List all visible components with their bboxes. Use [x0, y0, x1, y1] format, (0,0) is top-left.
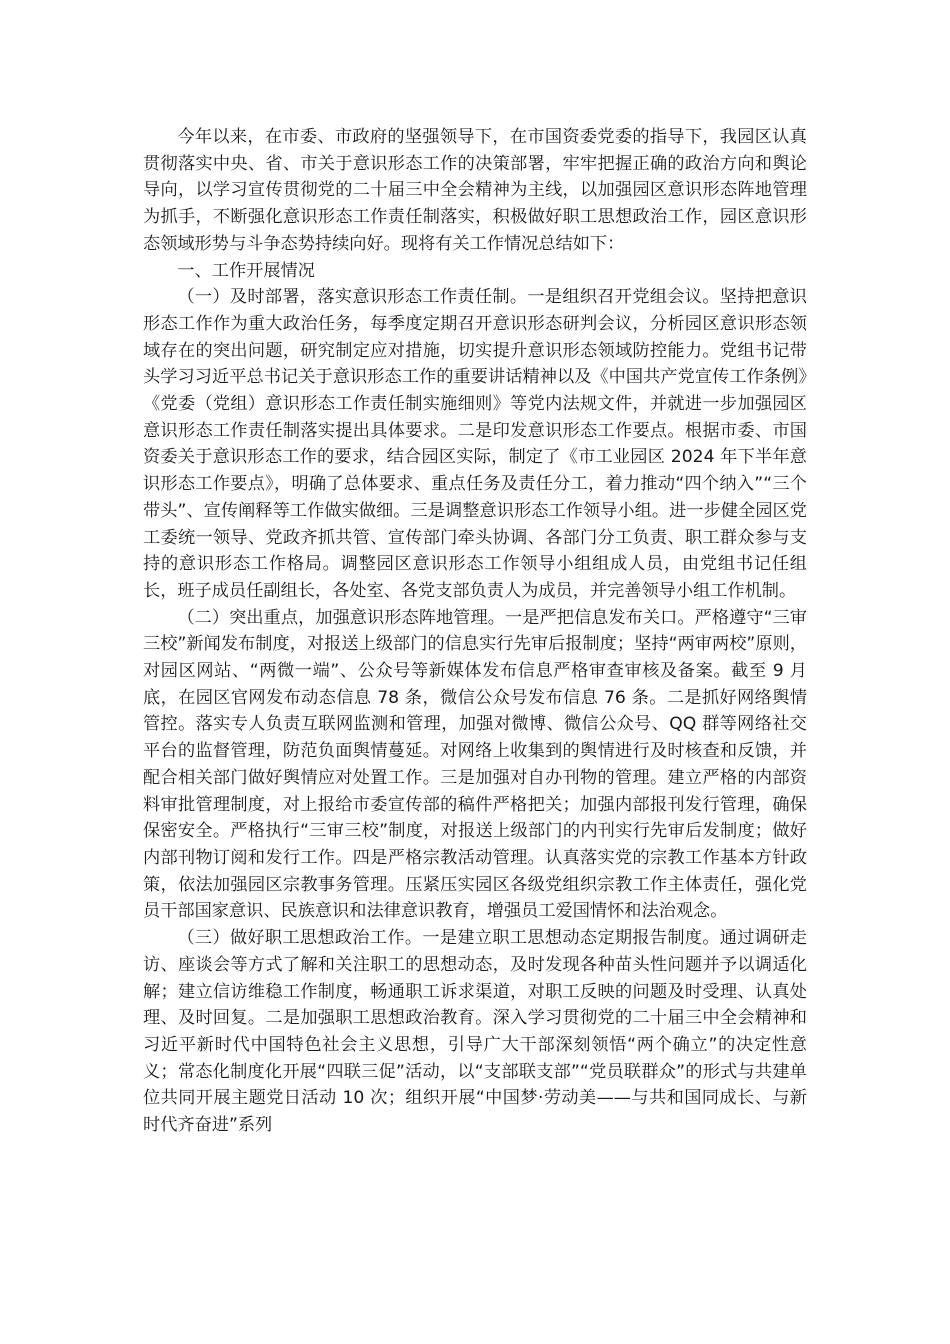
body-paragraph-ideological-work: （三）做好职工思想政治工作。一是建立职工思想动态定期报告制度。通过调研走访、座谈会等方式了解和关注职工的思想动态，及时发现各种苗头性问题并予以调适化解；建立信访维稳工作制度，畅通职工诉求渠道，对职工反映的问题及时受理、认真处理、及时回复。二是加强职工思想政治教育。深入学习贯彻党的二十届三中全会精神和习近平新时代中国特色社会主义思想，引导广大干部深刻领悟“两个确立”的决定性意义；常态化制度化开展“四联三促”活动，以“支部联支部”“党员联群众”的形式与共建单位共同开展主题党日活动 10 次；组织开展“中国梦·劳动美——与共和国同成长、与新时代齐奋进”系列 — [143, 928, 807, 1136]
body-paragraph-position-management: （二）突出重点，加强意识形态阵地管理。一是严把信息发布关口。严格遵守“三审三校”新闻发布制度，对报送上级部门的信息实行先审后报制度；坚持“两审两校”原则，对园区网站、“两微一端”、公众号等新媒体发布信息严格审查审核及备案。截至 9 月底，在园区官网发布动态信息 78 条，微信公众号发布信息 76 条。二是抓好网络舆情管控。落实专人负责互联网监测和管理，加强对微博、微信公众号、QQ 群等网络社交平台的监督管理，防范负面舆情蔓延。对网络上收集到的舆情进行及时核查和反馈，并配合相关部门做好舆情应对处置工作。三是加强对自办刊物的管理。建立严格的内部资料审批管理制度，对上报给市委宣传部的稿件严格把关；加强内部报刊发行管理，确保保密安全。严格执行“三审三校”制度，对报送上级部门的内刊实行先审后发制度；做好内部刊物订阅和发行工作。四是严格宗教活动管理。认真落实党的宗教工作基本方针政策，依法加强园区宗教事务管理。压紧压实园区各级党组织宗教工作主体责任，强化党员干部国家意识、民族意识和法律意识教育，增强员工爱国情怀和法治观念。 — [143, 607, 807, 922]
intro-paragraph: 今年以来，在市委、市政府的坚强领导下，在市国资委党委的指导下，我园区认真贯彻落实中央、省、市关于意识形态工作的决策部署，牢牢把握正确的政治方向和舆论导向，以学习宣传贯彻党的二十届三中全会精神为主线，以加强园区意识形态阵地管理为抓手，不断强化意识形态工作责任制落实，积极做好职工思想政治工作，园区意识形态领域形势与斗争态势持续向好。现将有关工作情况总结如下： — [143, 127, 807, 254]
section-heading: 一、工作开展情况 — [177, 260, 315, 281]
document-body — [143, 124, 807, 1139]
body-paragraph-deployment: （一）及时部署，落实意识形态工作责任制。一是组织召开党组会议。坚持把意识形态工作作为重大政治任务，每季度定期召开意识形态研判会议，分析园区意识形态领域存在的突出问题，研究制定应对措施，切实提升意识形态领域防控能力。党组书记带头学习习近平总书记关于意识形态工作的重要讲话精神以及《中国共产党宣传工作条例》《党委（党组）意识形态工作责任制实施细则》等党内法规文件，并就进一步加强园区意识形态工作责任制落实提出具体要求。二是印发意识形态工作要点。根据市委、市国资委关于意识形态工作的要求，结合园区实际，制定了《市工业园区 2024 年下半年意识形态工作要点》，明确了总体要求、重点任务及责任分工，着力推动“四个纳入”“三个带头”、宣传阐释等工作做实做细。三是调整意识形态工作领导小组。进一步健全园区党工委统一领导、党政齐抓共管、宣传部门牵头协调、各部门分工负责、职工群众参与支持的意识形态工作格局。调整园区意识形态工作领导小组组成人员，由党组书记任组长，班子成员任副组长，各处室、各党支部负责人为成员，并完善领导小组工作机制。 — [143, 287, 807, 601]
